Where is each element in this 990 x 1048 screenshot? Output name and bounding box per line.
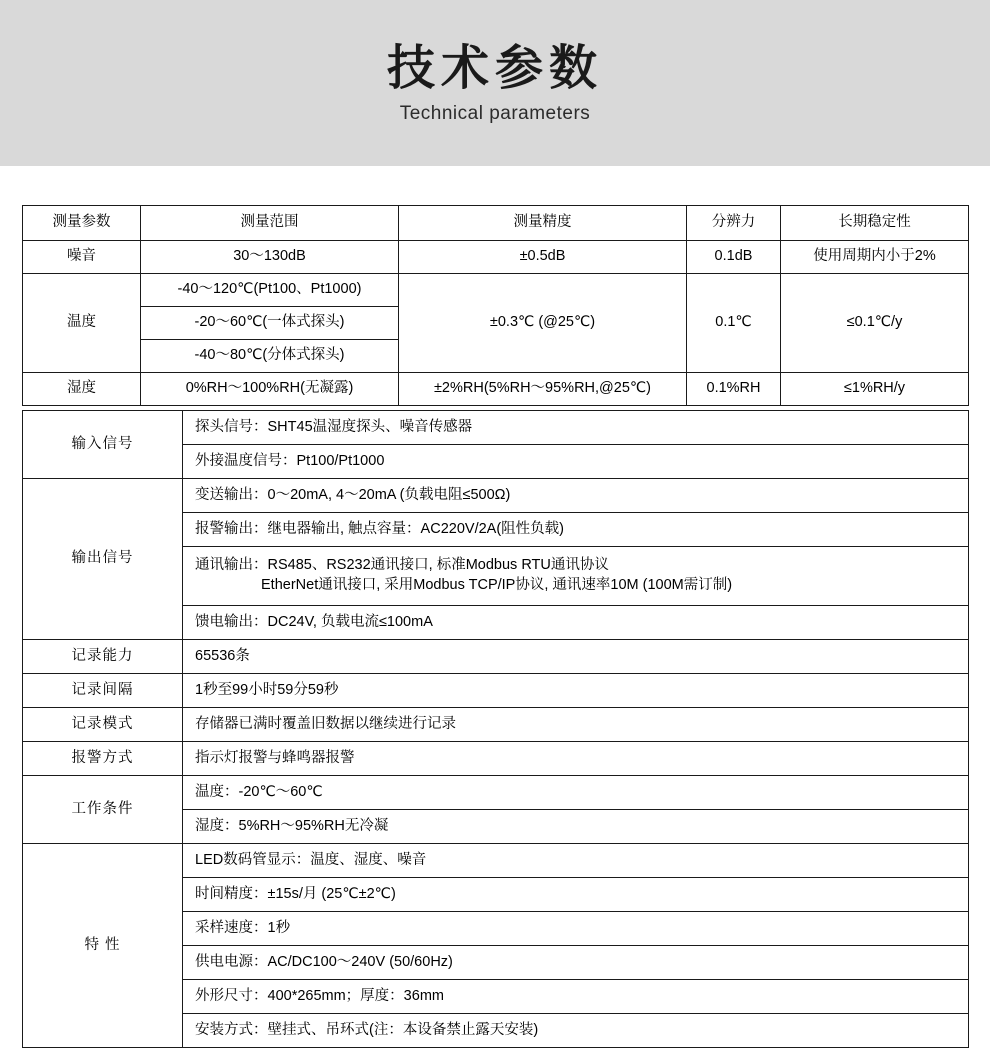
column-header-resolution: 分辨力 (687, 206, 781, 241)
column-header-stability: 长期稳定性 (781, 206, 969, 241)
table-row (23, 640, 969, 674)
humidity-range: 0%RH～100%RH(无凝露) (141, 373, 399, 406)
page-banner (0, 0, 990, 166)
table-row (23, 844, 969, 878)
humidity-accuracy: ±2%RH(5%RH～95%RH,@25℃) (399, 373, 687, 406)
noise-accuracy: ±0.5dB (399, 241, 687, 274)
table-row (23, 411, 969, 445)
specification-table (22, 410, 969, 1048)
spec-value-features-6: 安装方式：壁挂式、吊环式(注：本设备禁止露天安装) (183, 1014, 969, 1048)
table-row (23, 674, 969, 708)
humidity-stability: ≤1%RH/y (781, 373, 969, 406)
spec-value-features-3: 采样速度：1秒 (183, 912, 969, 946)
temperature-range-1: -40～120℃(Pt100、Pt1000) (141, 274, 399, 307)
spec-label-alarm-mode: 报警方式 (23, 742, 183, 776)
table-header-row (23, 206, 969, 241)
measurement-parameters-table (22, 205, 969, 406)
spec-value-record-mode: 存储器已满时覆盖旧数据以继续进行记录 (183, 708, 969, 742)
page-subtitle: Technical parameters (399, 102, 591, 124)
temperature-range-3: -40～80℃(分体式探头) (141, 340, 399, 373)
spec-value-output-signal-3 (183, 547, 969, 606)
table-row (23, 742, 969, 776)
spec-value-features-5: 外形尺寸：400*265mm；厚度：36mm (183, 980, 969, 1014)
spec-value-input-signal-1: 探头信号：SHT45温湿度探头、噪音传感器 (183, 411, 969, 445)
spec-value-alarm-mode: 指示灯报警与蜂鸣器报警 (183, 742, 969, 776)
spec-label-working-conditions: 工作条件 (23, 776, 183, 844)
table-row (23, 373, 969, 406)
spec-label-features: 特 性 (23, 844, 183, 1048)
spec-label-record-capacity: 记录能力 (23, 640, 183, 674)
column-header-accuracy: 测量精度 (399, 206, 687, 241)
temperature-resolution: 0.1℃ (687, 274, 781, 373)
spec-value-output-signal-2: 报警输出：继电器输出, 触点容量：AC220V/2A(阻性负载) (183, 513, 969, 547)
spec-value-working-conditions-1: 温度：-20℃～60℃ (183, 776, 969, 810)
humidity-param: 湿度 (23, 373, 141, 406)
temperature-range-2: -20～60℃(一体式探头) (141, 307, 399, 340)
spec-value-record-capacity: 65536条 (183, 640, 969, 674)
spec-value-working-conditions-2: 湿度：5%RH～95%RH无冷凝 (183, 810, 969, 844)
spec-value-record-interval: 1秒至99小时59分59秒 (183, 674, 969, 708)
column-header-range: 测量范围 (141, 206, 399, 241)
spec-value-features-2: 时间精度：±15s/月 (25℃±2℃) (183, 878, 969, 912)
table-row (23, 776, 969, 810)
table-row (23, 479, 969, 513)
noise-param: 噪音 (23, 241, 141, 274)
table-row (23, 274, 969, 307)
page-title: 技术参数 (386, 42, 603, 96)
column-header-param: 测量参数 (23, 206, 141, 241)
spec-value-output-signal-3b: EtherNet通讯接口, 采用Modbus TCP/IP协议, 通讯速率10M (100M需订制) (261, 577, 733, 593)
noise-stability: 使用周期内小于2% (781, 241, 969, 274)
spec-label-input-signal: 输入信号 (23, 411, 183, 479)
spec-value-input-signal-2: 外接温度信号：Pt100/Pt1000 (183, 445, 969, 479)
table-row (23, 241, 969, 274)
spec-value-features-1: LED数码管显示：温度、湿度、噪音 (183, 844, 969, 878)
spec-label-record-interval: 记录间隔 (23, 674, 183, 708)
spec-value-output-signal-1: 变送输出：0～20mA, 4～20mA (负载电阻≤500Ω) (183, 479, 969, 513)
noise-resolution: 0.1dB (687, 241, 781, 274)
temperature-param: 温度 (23, 274, 141, 373)
table-row (23, 708, 969, 742)
spec-label-record-mode: 记录模式 (23, 708, 183, 742)
spec-value-features-4: 供电电源：AC/DC100～240V (50/60Hz) (183, 946, 969, 980)
spec-value-output-signal-5: 馈电输出：DC24V, 负载电流≤100mA (183, 606, 969, 640)
temperature-accuracy: ±0.3℃ (@25℃) (399, 274, 687, 373)
temperature-stability: ≤0.1℃/y (781, 274, 969, 373)
spec-value-output-signal-3a: 通讯输出：RS485、RS232通讯接口, 标准Modbus RTU通讯协议 (195, 557, 609, 574)
spec-label-output-signal: 输出信号 (23, 479, 183, 640)
humidity-resolution: 0.1%RH (687, 373, 781, 406)
noise-range: 30～130dB (141, 241, 399, 274)
